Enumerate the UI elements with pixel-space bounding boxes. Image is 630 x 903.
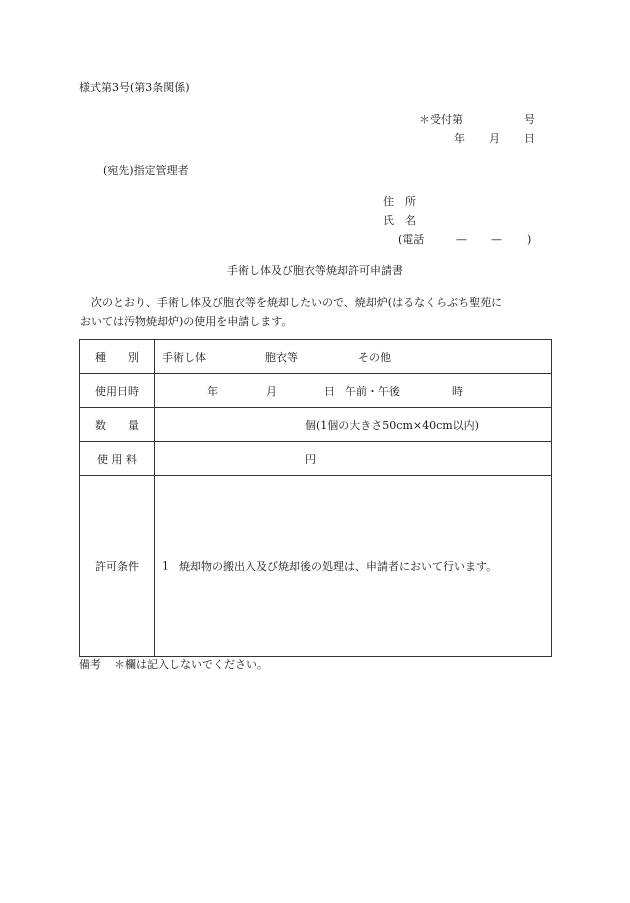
table-row-conditions — [80, 476, 552, 657]
conditions-label: 許可条件 — [80, 476, 155, 657]
conditions-text: 焼却物の搬出入及び焼却後の処理は、申請者において行います。 — [179, 560, 498, 573]
receipt-number-label: ＊受付第 — [419, 113, 463, 126]
quantity-label: 数 量 — [80, 408, 155, 442]
type-option-other: その他 — [358, 350, 391, 364]
datetime-cell — [155, 374, 552, 408]
datetime-day: 日 — [324, 384, 335, 398]
type-cell — [155, 340, 552, 374]
fee-cell — [155, 442, 552, 476]
applicant-phone-dash-2: — — [491, 233, 502, 246]
applicant-phone-dash-1: — — [456, 233, 467, 246]
datetime-month: 月 — [266, 384, 277, 398]
table-row-quantity — [80, 408, 552, 442]
table-row-fee — [80, 442, 552, 476]
conditions-number: 1 — [162, 559, 169, 573]
datetime-label: 使用日時 — [80, 374, 155, 408]
receipt-year: 年 — [454, 132, 465, 145]
type-option-placenta: 胞衣等 — [265, 350, 298, 364]
document-title: 手術し体及び胞衣等焼却許可申請書 — [227, 264, 403, 277]
note-label: 備考 — [79, 658, 101, 671]
intro-line-1: 次のとおり、手術し体及び胞衣等を焼却したいので、焼却炉(はるなくらぶち聖苑に — [91, 296, 503, 309]
datetime-year: 年 — [207, 384, 218, 398]
form-number: 様式第3号(第3条関係) — [79, 81, 190, 94]
receipt-day: 日 — [524, 132, 535, 145]
datetime-ampm: 午前・午後 — [345, 384, 400, 398]
type-label: 種 別 — [80, 340, 155, 374]
receipt-month: 月 — [489, 132, 500, 145]
intro-line-2: おいては汚物焼却炉)の使用を申請します。 — [80, 315, 293, 328]
addressee: (宛先)指定管理者 — [103, 164, 189, 177]
applicant-phone-close: ) — [527, 233, 532, 246]
table-row-type — [80, 340, 552, 374]
quantity-cell — [155, 408, 552, 442]
fee-value: 円 — [305, 452, 316, 466]
conditions-cell — [155, 476, 552, 657]
application-table — [79, 339, 552, 657]
datetime-hour: 時 — [452, 384, 463, 398]
receipt-number-suffix: 号 — [524, 113, 535, 126]
table-row-datetime — [80, 374, 552, 408]
applicant-name-label: 氏 名 — [383, 214, 416, 227]
fee-label: 使 用 料 — [80, 442, 155, 476]
applicant-address-label: 住 所 — [383, 195, 416, 208]
quantity-value: 個(1個の大きさ50cm×40cm以内) — [305, 418, 479, 432]
applicant-phone-open: (電話 — [398, 233, 425, 246]
type-option-surgical: 手術し体 — [162, 350, 206, 364]
note-text: ＊欄は記入しないでください。 — [114, 658, 268, 671]
